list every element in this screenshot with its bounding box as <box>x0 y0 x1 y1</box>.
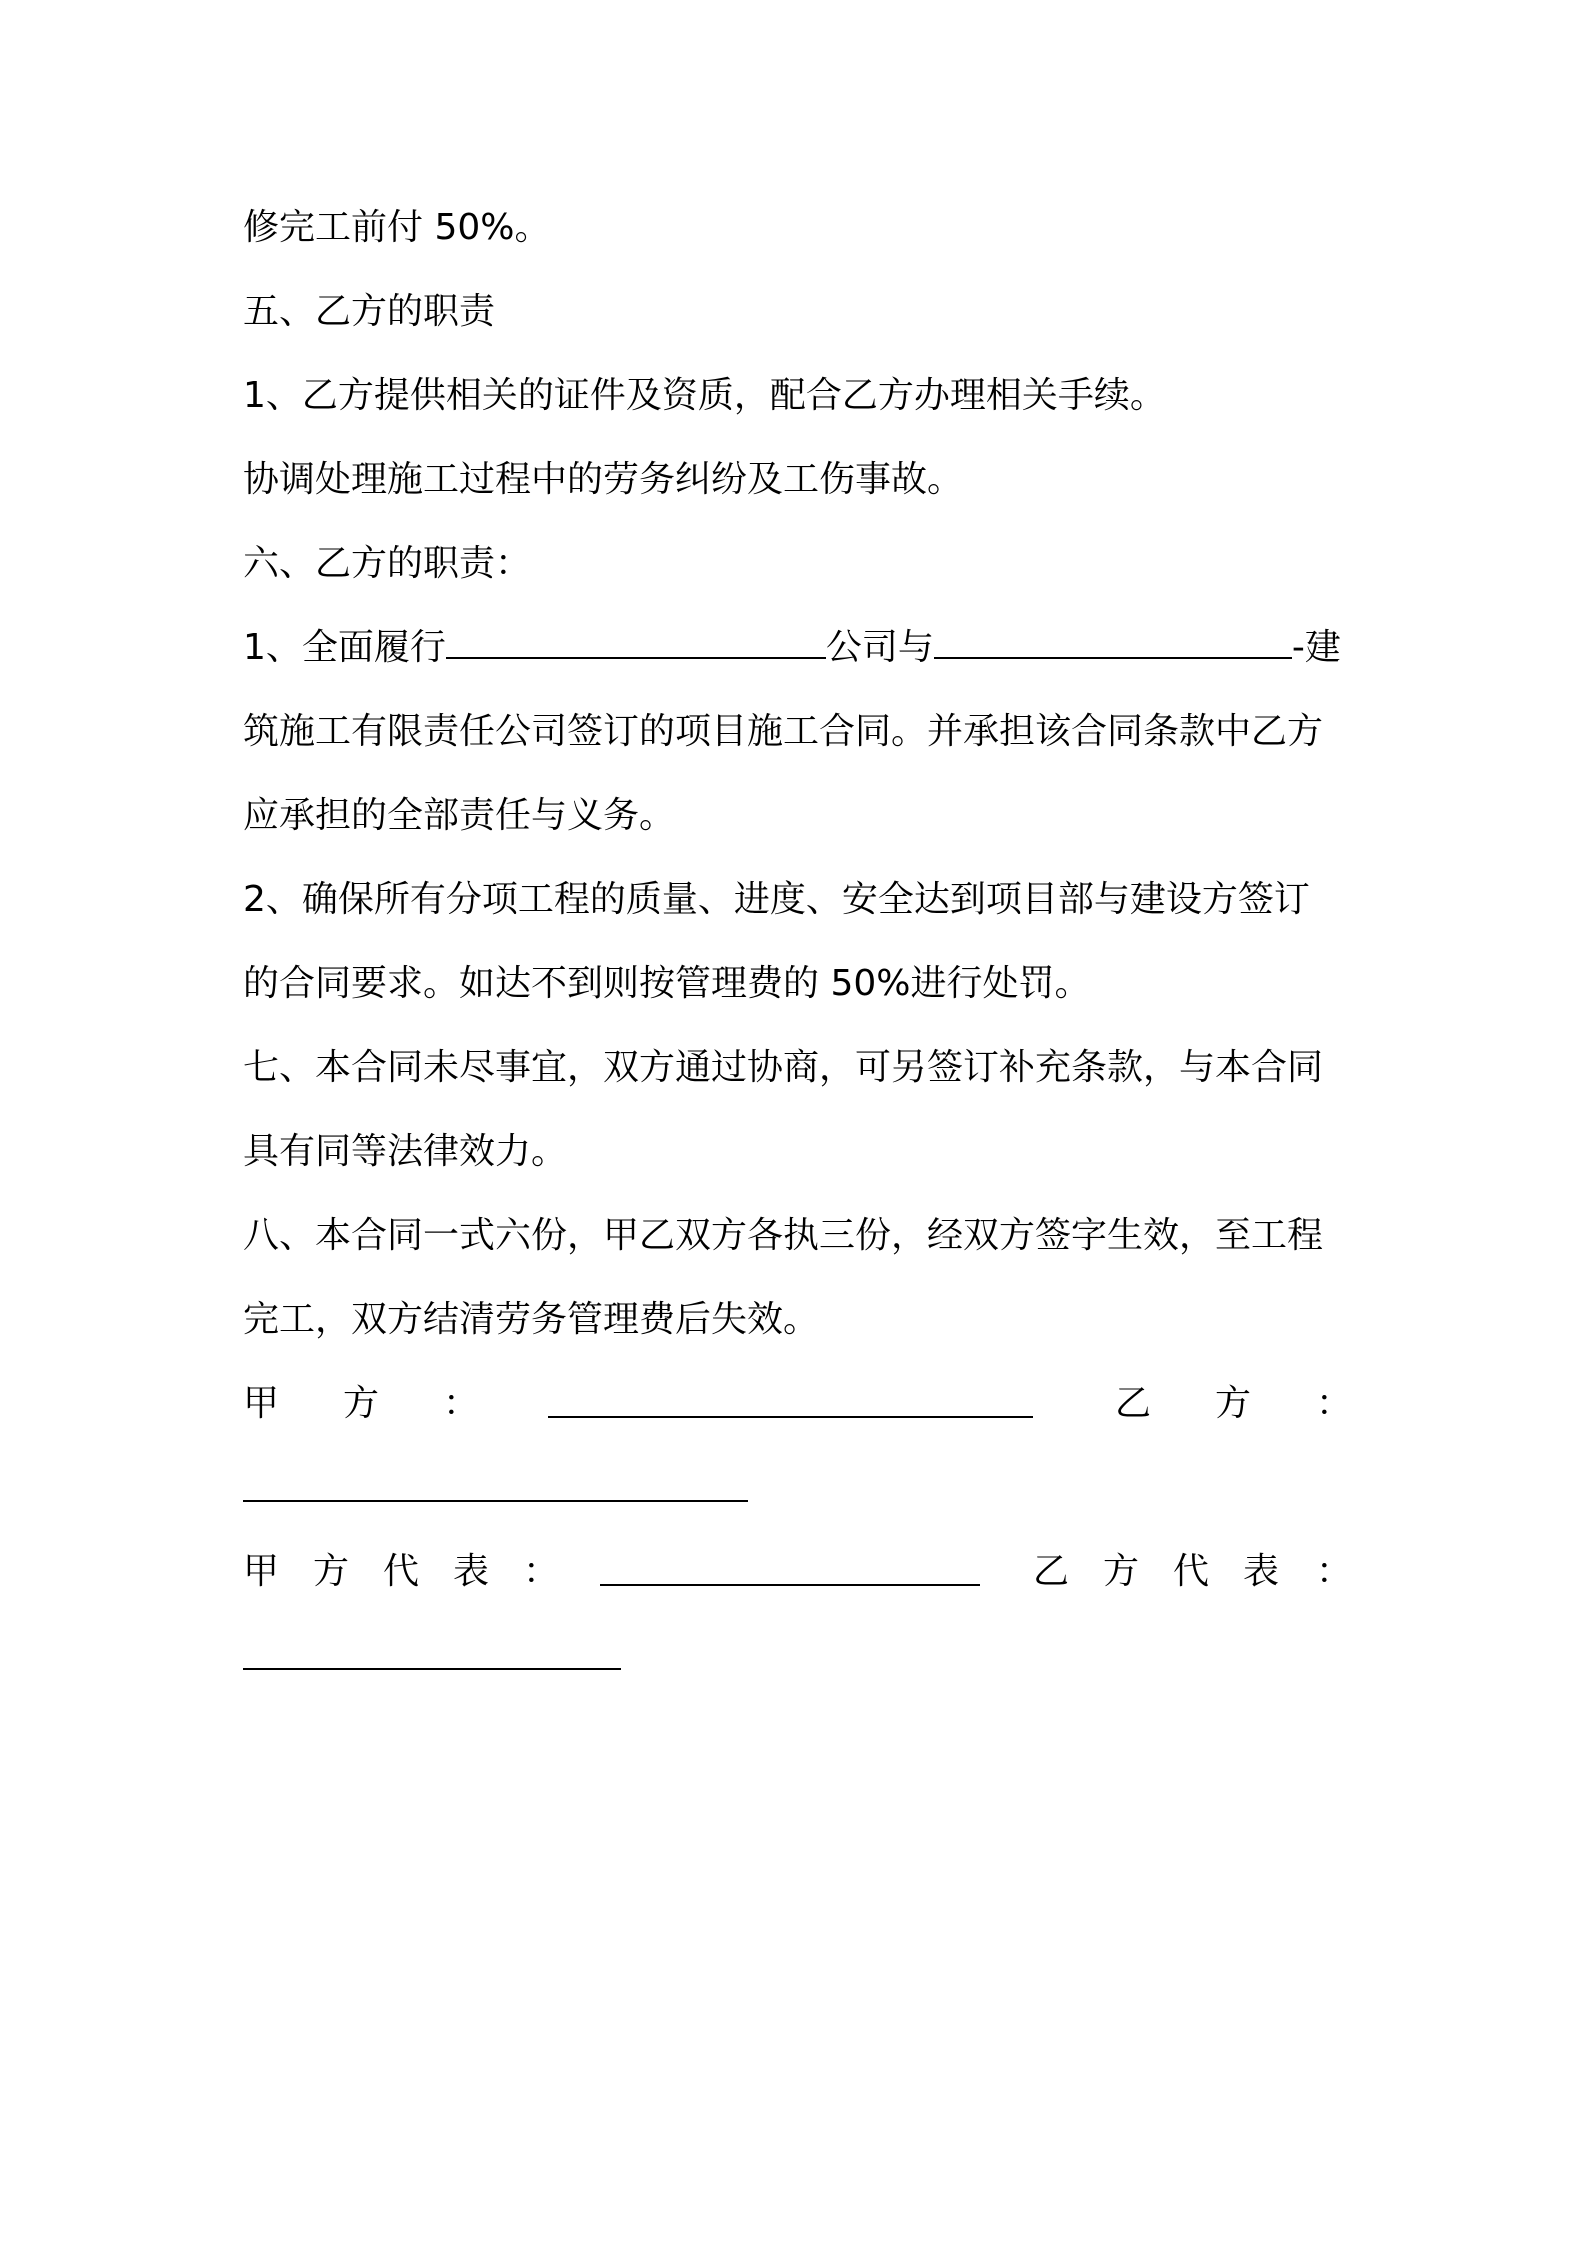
text-line: 2、确保所有分项工程的质量、进度、安全达到项目部与建设方签订 <box>243 879 1310 920</box>
text-line-with-blanks <box>243 626 1358 670</box>
text-line: 1、乙方提供相关的证件及资质，配合乙方办理相关手续。 <box>243 375 1166 416</box>
rep-b-label-char: 乙 <box>1033 1551 1070 1592</box>
text-line: 修完工前付 50%。 <box>243 207 551 248</box>
rep-a-label-char: 方 <box>313 1551 350 1592</box>
rep-b-label-char: 代 <box>1173 1551 1210 1592</box>
text-line: 八、本合同一式六份，甲乙双方各执三份，经双方签字生效，至工程 <box>243 1215 1324 1256</box>
party-b-label-char: ： <box>1316 1383 1353 1424</box>
signature-row-parties <box>243 1382 1358 1426</box>
rep-b-label-char: 表 <box>1243 1551 1280 1592</box>
text-segment: 1、全面履行 <box>243 627 446 668</box>
rep-a-label-char: 表 <box>453 1551 490 1592</box>
party-b-signature-blank[interactable] <box>243 1470 748 1502</box>
section-heading: 五、乙方的职责 <box>243 291 496 332</box>
rep-b-signature-blank[interactable] <box>243 1638 621 1670</box>
rep-a-label-char: 甲 <box>243 1551 280 1592</box>
rep-a-label-char: ： <box>523 1551 560 1592</box>
text-segment: -建 <box>1291 627 1341 668</box>
fill-in-blank[interactable] <box>446 627 826 659</box>
party-b-label-char: 乙 <box>1115 1383 1152 1424</box>
text-line: 完工，双方结清劳务管理费后失效。 <box>243 1299 820 1340</box>
party-a-label-char: 方 <box>343 1383 380 1424</box>
signature-row-representatives <box>243 1550 1358 1594</box>
fill-in-blank[interactable] <box>934 627 1292 659</box>
text-line: 具有同等法律效力。 <box>243 1131 568 1172</box>
party-a-signature-blank[interactable] <box>548 1386 1033 1418</box>
text-line: 应承担的全部责任与义务。 <box>243 795 676 836</box>
signature-row-rep-b-blank <box>243 1634 1358 1678</box>
text-segment: 公司与 <box>825 627 934 668</box>
text-line: 七、本合同未尽事宜，双方通过协商，可另签订补充条款，与本合同 <box>243 1047 1324 1088</box>
text-line: 筑施工有限责任公司签订的项目施工合同。并承担该合同条款中乙方 <box>243 711 1324 752</box>
party-b-label-char: 方 <box>1215 1383 1252 1424</box>
rep-a-label-char: 代 <box>383 1551 420 1592</box>
text-line: 协调处理施工过程中的劳务纠纷及工伤事故。 <box>243 459 964 500</box>
party-a-label-char: ： <box>443 1383 480 1424</box>
text-line: 的合同要求。如达不到则按管理费的 50%进行处罚。 <box>243 963 1091 1004</box>
party-a-label-char: 甲 <box>243 1383 280 1424</box>
signature-row-party-b-blank <box>243 1466 1358 1510</box>
section-heading: 六、乙方的职责： <box>243 543 532 584</box>
rep-b-label-char: ： <box>1316 1551 1353 1592</box>
rep-b-label-char: 方 <box>1103 1551 1140 1592</box>
rep-a-signature-blank[interactable] <box>600 1554 980 1586</box>
